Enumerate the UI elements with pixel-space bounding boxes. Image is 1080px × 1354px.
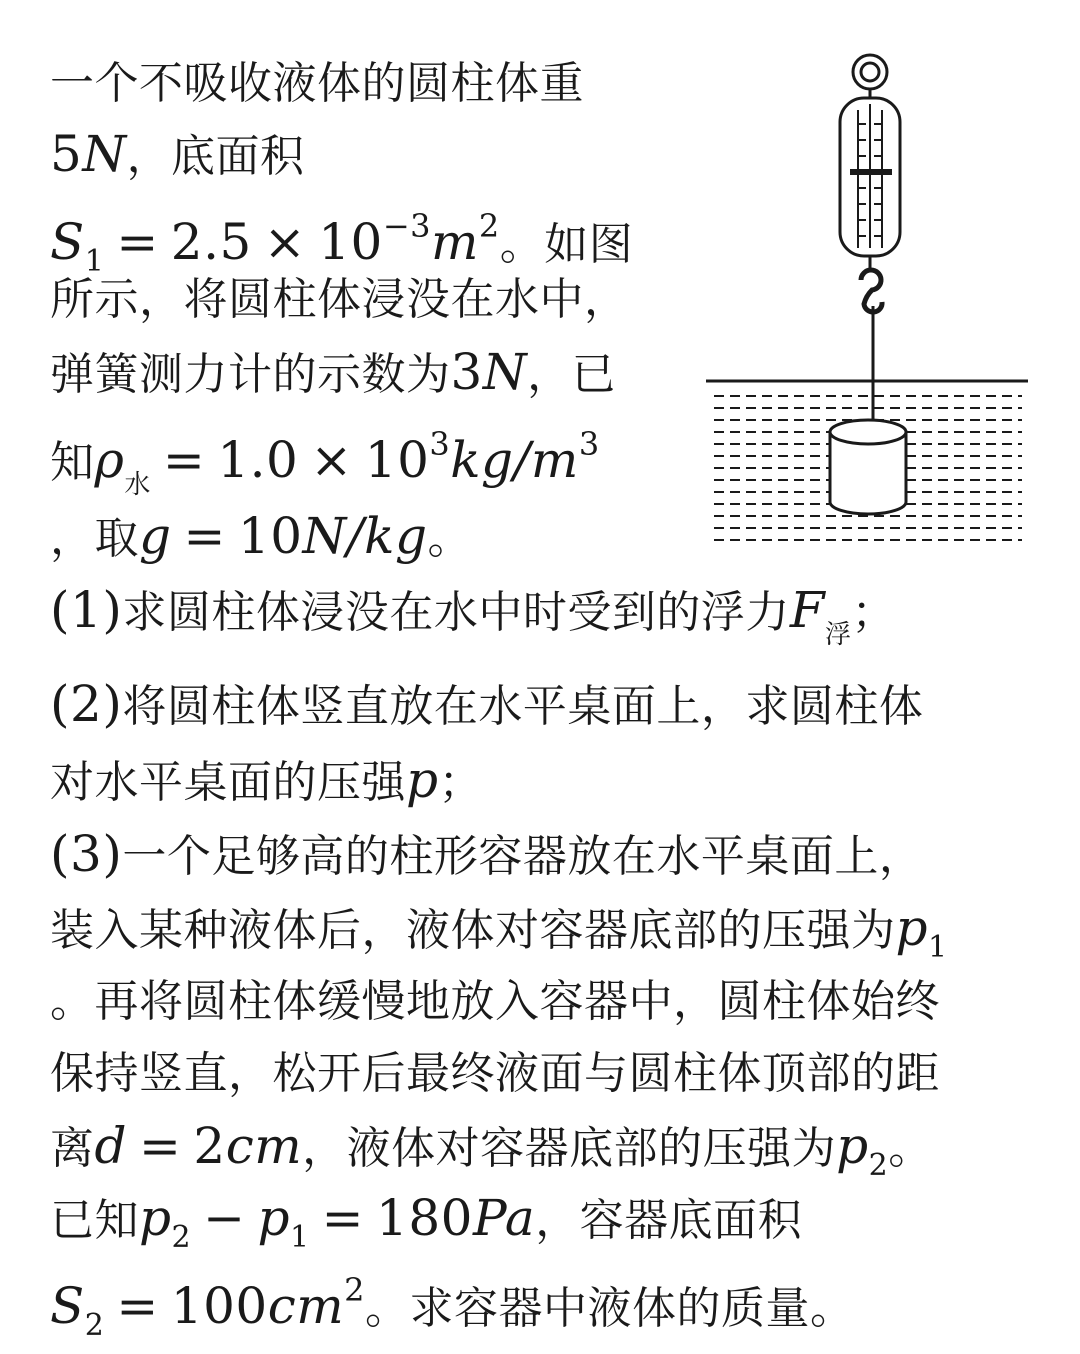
subscript: 2 bbox=[84, 1308, 105, 1343]
subscript: 1 bbox=[84, 244, 105, 279]
unit: cm bbox=[225, 1117, 303, 1175]
math-var: ρ bbox=[94, 431, 125, 489]
text: 。求容器中液体的质量。 bbox=[364, 1283, 855, 1334]
cylinder bbox=[830, 420, 906, 514]
question-3-line-6 bbox=[50, 1190, 802, 1266]
text: 弹簧测力计的示数为 bbox=[50, 349, 451, 400]
times: × bbox=[310, 431, 353, 489]
unit: cm bbox=[267, 1277, 345, 1335]
spring-scale-figure bbox=[700, 40, 1040, 560]
math-var: g bbox=[139, 507, 172, 565]
text: 求圆柱体浸没在水中时受到的浮力 bbox=[122, 587, 790, 638]
text: ，底面积 bbox=[126, 131, 305, 182]
unit: N/kg bbox=[302, 507, 428, 565]
text: 装入某种液体后，液体对容器底部的压强为 bbox=[50, 905, 896, 956]
unit: m bbox=[431, 213, 479, 271]
number: 1.0 bbox=[217, 431, 299, 489]
scale-ring bbox=[853, 55, 887, 89]
exponent: −3 bbox=[382, 207, 431, 245]
text: 对水平桌面的压强 bbox=[50, 757, 406, 808]
text: 一个足够高的柱形容器放在水平桌面上， bbox=[122, 831, 924, 882]
exponent: 3 bbox=[578, 425, 600, 463]
equals: = bbox=[183, 507, 226, 565]
text: 保持竖直，松开后最终液面与圆柱体顶部的距 bbox=[50, 1048, 940, 1099]
text: 将圆柱体竖直放在水平桌面上，求圆柱体 bbox=[122, 681, 924, 732]
subscript: 2 bbox=[171, 1220, 192, 1255]
math-var: S bbox=[50, 213, 85, 271]
exponent: 3 bbox=[429, 425, 451, 463]
text: 。 bbox=[427, 513, 472, 564]
question-number: (2) bbox=[50, 675, 123, 733]
math-var: p bbox=[836, 1117, 869, 1175]
equals: = bbox=[139, 1117, 182, 1175]
text: 。如图 bbox=[499, 219, 634, 270]
problem-line-7 bbox=[50, 508, 472, 567]
exponent: 2 bbox=[478, 207, 500, 245]
text: 离 bbox=[50, 1123, 95, 1174]
question-3-line-2 bbox=[50, 900, 948, 976]
question-2-line-2 bbox=[50, 752, 483, 811]
subscript: 水 bbox=[124, 470, 151, 500]
equals: = bbox=[116, 213, 159, 271]
text: ，容器底面积 bbox=[535, 1195, 803, 1246]
text: 知 bbox=[50, 437, 95, 488]
problem-line-1 bbox=[50, 56, 584, 112]
text: 。再将圆柱体缓慢地放入容器中，圆柱体始终 bbox=[50, 976, 940, 1027]
text: 一个不吸收液体的圆柱体重 bbox=[50, 58, 584, 109]
unit: N bbox=[82, 125, 127, 183]
times: × bbox=[263, 213, 307, 271]
exponent: 2 bbox=[344, 1271, 365, 1309]
subscript: 1 bbox=[928, 930, 948, 965]
minus: − bbox=[203, 1189, 246, 1247]
problem-line-6 bbox=[50, 416, 600, 513]
number: 2 bbox=[193, 1117, 226, 1175]
question-number: (3) bbox=[50, 825, 123, 883]
unit: Pa bbox=[472, 1189, 536, 1247]
number: 10 bbox=[318, 213, 383, 271]
text: 。 bbox=[888, 1123, 933, 1174]
question-3-line-4 bbox=[50, 1046, 940, 1102]
text: ； bbox=[438, 757, 484, 808]
unit: kg/m bbox=[450, 431, 579, 489]
math-var: F bbox=[789, 581, 826, 639]
question-1 bbox=[50, 582, 896, 663]
number: 100 bbox=[170, 1277, 268, 1335]
question-number: (1) bbox=[50, 581, 123, 639]
math-var: d bbox=[94, 1117, 128, 1175]
equals: = bbox=[116, 1277, 159, 1335]
number: 10 bbox=[364, 431, 430, 489]
number: 180 bbox=[376, 1189, 473, 1247]
text: ，取 bbox=[50, 513, 139, 564]
problem-line-2 bbox=[50, 126, 305, 185]
math-var: p bbox=[139, 1189, 172, 1247]
problem-line-4 bbox=[50, 272, 629, 328]
math-var: p bbox=[406, 751, 439, 809]
question-3-line-7 bbox=[50, 1262, 854, 1354]
number: 10 bbox=[237, 507, 303, 565]
math-var: p bbox=[257, 1189, 291, 1247]
question-3-line-1 bbox=[50, 826, 923, 885]
math-var: p bbox=[895, 899, 929, 957]
question-2-line-1 bbox=[50, 676, 923, 735]
equals: = bbox=[162, 431, 206, 489]
equals: = bbox=[321, 1189, 365, 1247]
scale-hook bbox=[861, 270, 882, 312]
weight-value: 5 bbox=[50, 125, 83, 183]
text: ； bbox=[851, 587, 897, 638]
subscript: 2 bbox=[868, 1148, 889, 1183]
number: 2.5 bbox=[170, 213, 252, 271]
problem-line-5 bbox=[50, 344, 616, 403]
reading-value: 3 bbox=[450, 343, 483, 401]
math-var: S bbox=[50, 1277, 85, 1335]
text: 已知 bbox=[50, 1195, 139, 1246]
text: 所示，将圆柱体浸没在水中， bbox=[50, 274, 629, 325]
question-3-line-3 bbox=[50, 974, 940, 1030]
text: ，液体对容器底部的压强为 bbox=[302, 1123, 837, 1174]
subscript: 浮 bbox=[825, 620, 852, 650]
question-3-line-5 bbox=[50, 1118, 933, 1194]
text: ，已 bbox=[527, 349, 617, 400]
subscript: 1 bbox=[290, 1220, 310, 1255]
unit: N bbox=[482, 343, 528, 401]
